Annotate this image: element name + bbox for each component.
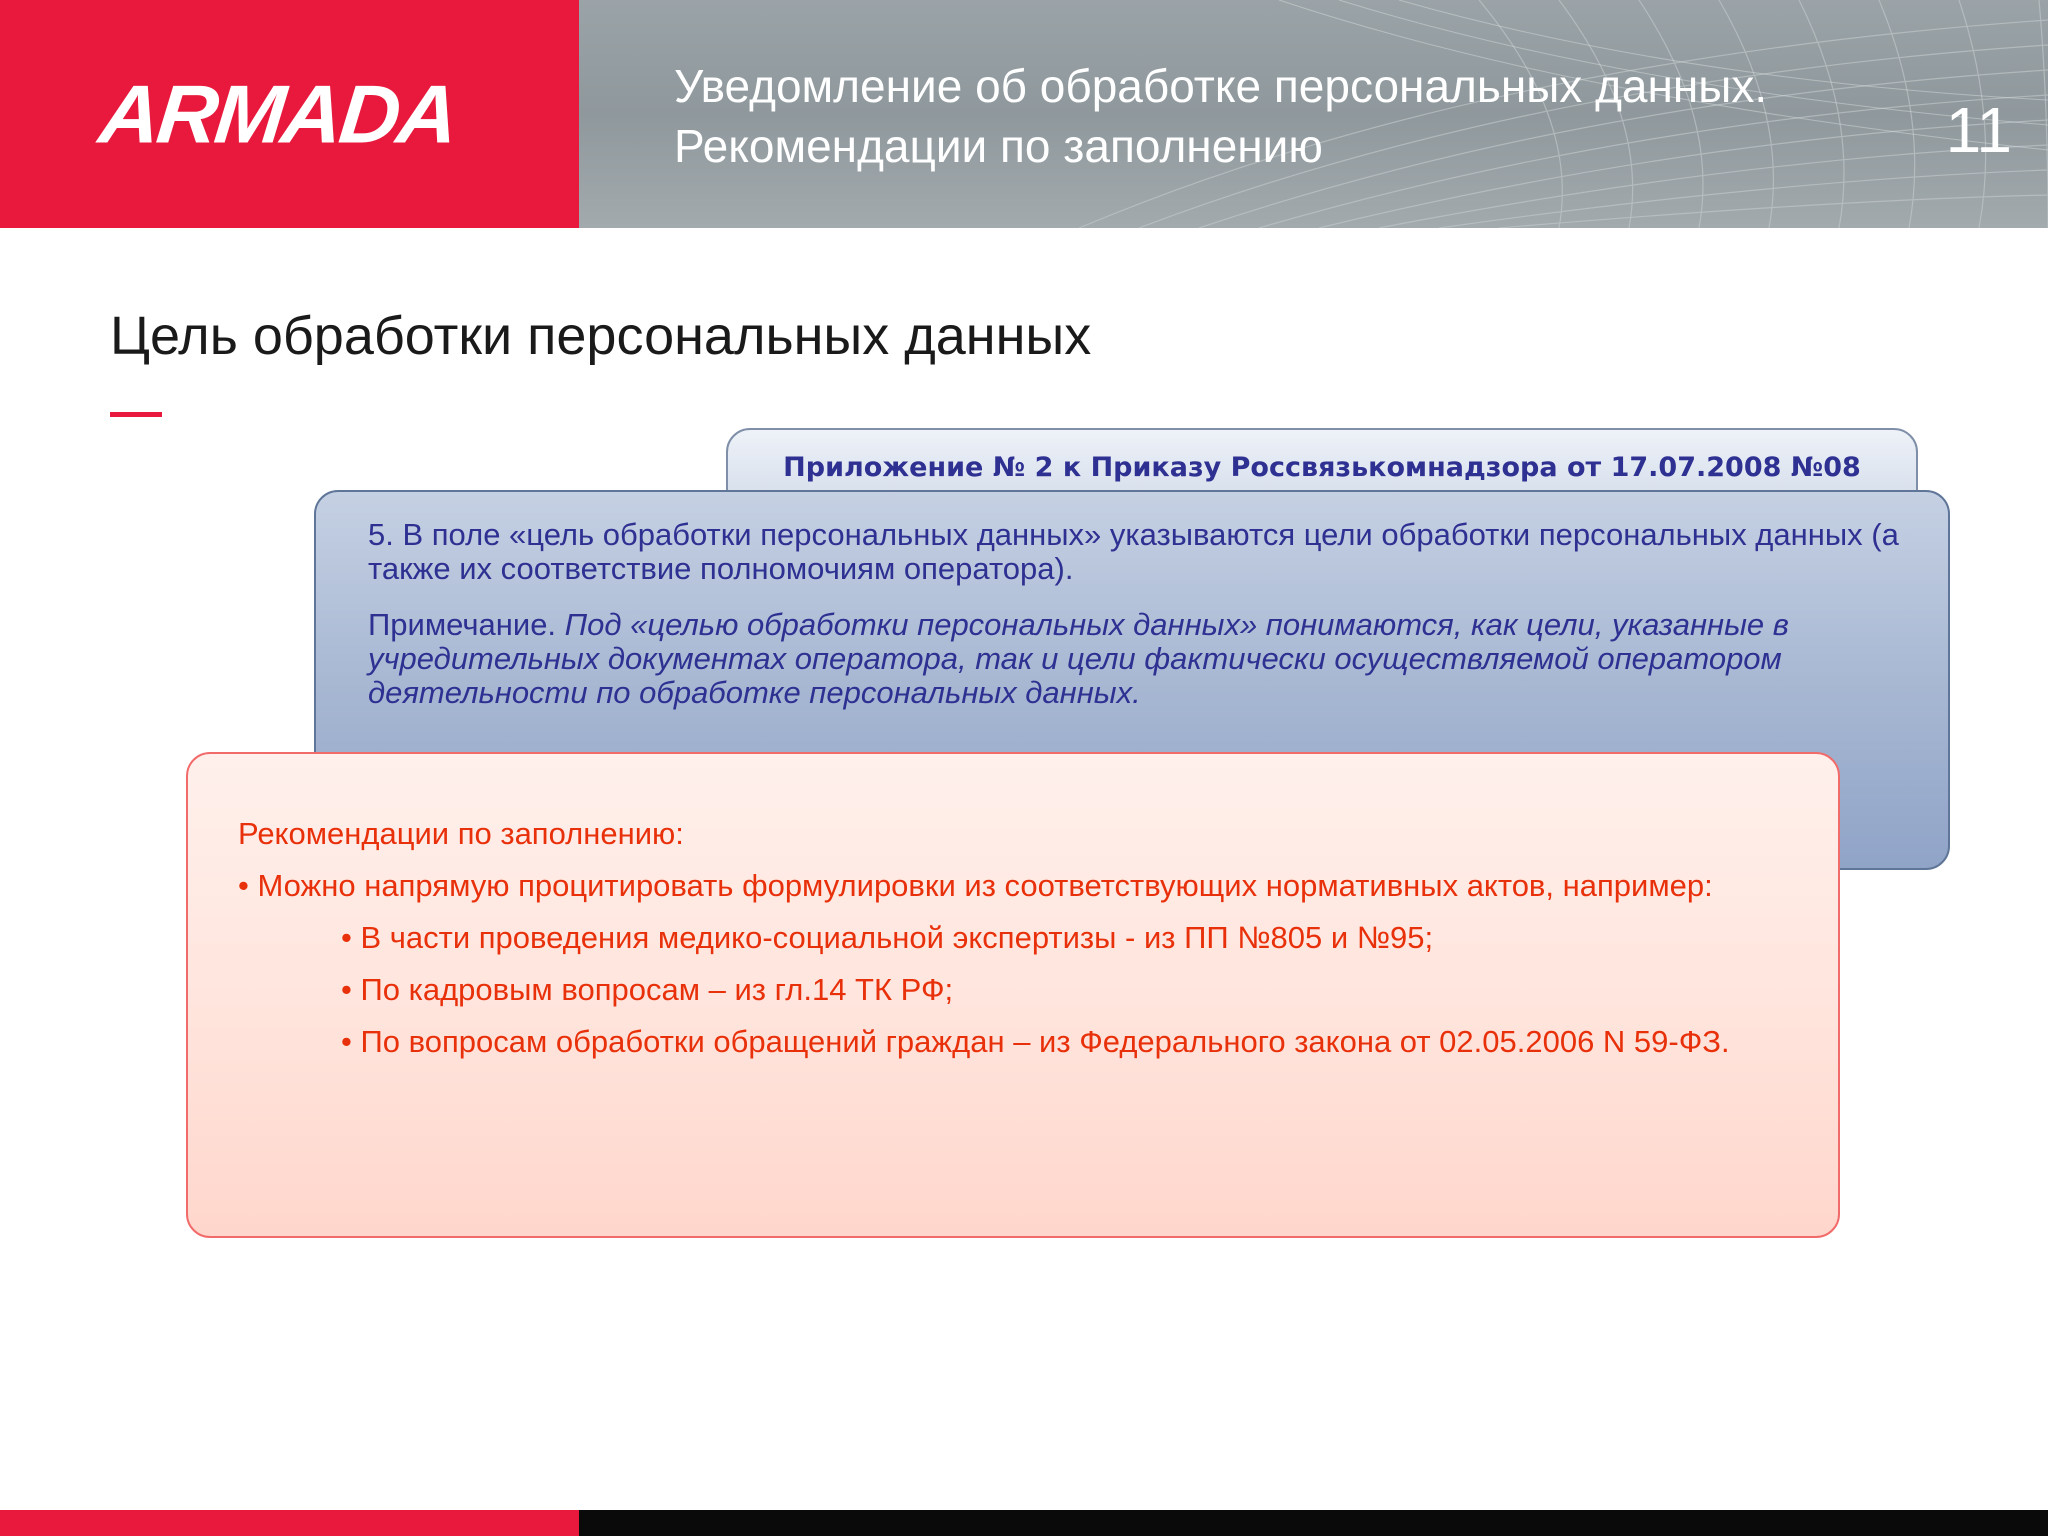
recommendations-main-bullet: • Можно напрямую процитировать формулировки из соответствующих нормативных актов, например: [238, 868, 1713, 903]
note-label: Примечание. [368, 607, 565, 642]
armada-logo: ARMADA [95, 67, 461, 161]
page-number: 11 [1945, 94, 2012, 166]
regulation-paragraph: 5. В поле «цель обработки персональных данных» указываются цели обработки персональных данных (а также их соответствие полномочиям оператора). [368, 517, 1899, 586]
recommendations-text [238, 818, 1778, 1078]
recommendations-sub-bullet: • В части проведения медико-социальной экспертизы - из ПП №805 и №95; [341, 920, 1434, 955]
recommendations-card [186, 752, 1840, 1238]
footer-black-bar [579, 1510, 2048, 1536]
recommendations-sub-bullet: • По кадровым вопросам – из гл.14 ТК РФ; [341, 972, 954, 1007]
appendix-reference: Приложение № 2 к Приказу Россвязькомнадзора от 17.07.2008 №08 [783, 452, 1861, 483]
header-banner [579, 0, 2048, 228]
recommendations-heading: Рекомендации по заполнению: [238, 816, 684, 851]
header-title-line1: Уведомление об обработке персональных данных. [674, 60, 1768, 112]
logo-block [0, 0, 579, 228]
title-accent-line [110, 412, 162, 417]
regulation-text [368, 518, 1928, 732]
footer-red-bar [0, 1510, 579, 1536]
recommendations-sub-bullet: • По вопросам обработки обращений граждан – из Федерального закона от 02.05.2006 N 59-ФЗ. [341, 1024, 1730, 1059]
regulation-note [368, 608, 1928, 710]
header-title-line2: Рекомендации по заполнению [674, 120, 1323, 172]
header-title [674, 56, 1767, 176]
note-text: Под «целью обработки персональных данных» понимаются, как цели, указанные в учредительных документах оператора, так и цели фактически осуществляемой оператором деятельности по обработке персональных данных. [368, 607, 1789, 710]
section-title: Цель обработки персональных данных [110, 306, 1092, 366]
